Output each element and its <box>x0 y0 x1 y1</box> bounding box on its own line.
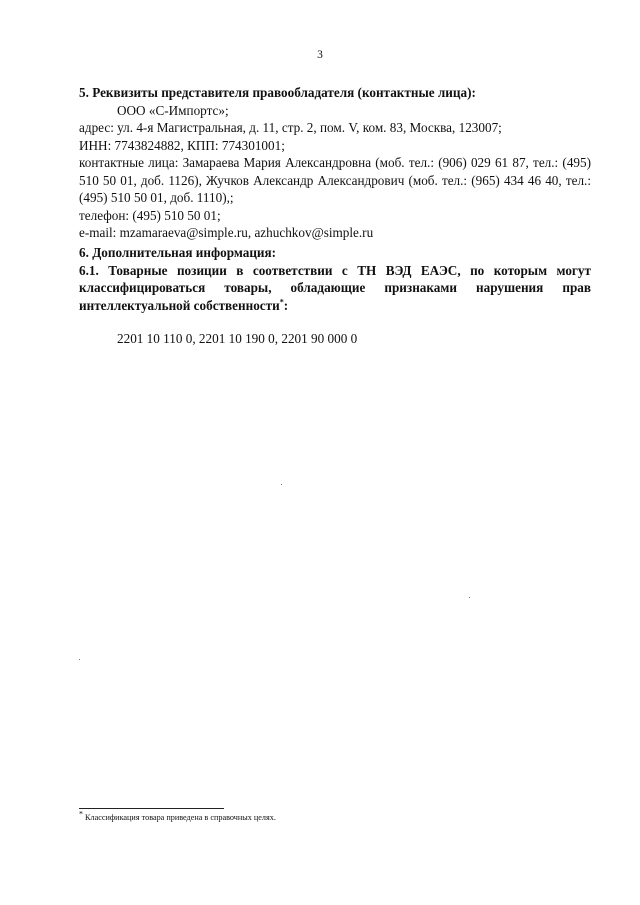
email-line: e-mail: mzamaraeva@simple.ru, azhuchkov@simple.ru <box>79 225 374 240</box>
scan-speck <box>281 484 282 485</box>
footnote <box>79 809 276 823</box>
address-line: адрес: ул. 4-я Магистральная, д. 11, стр. 2, пом. V, ком. 83, Москва, 123007; <box>79 120 502 135</box>
section-5-heading: 5. Реквизиты представителя правообладателя (контактные лица): <box>79 85 476 100</box>
footnote-reference: * <box>279 297 284 307</box>
section-6-1-colon: : <box>283 297 289 313</box>
company-name: ООО «С-Импортс»; <box>117 102 229 118</box>
contact-persons: контактные лица: Замараева Мария Александровна (моб. тел.: (906) 029 61 87, тел.: (495) 510 50 01, доб. 1126), Жучков Александр Александрович (моб. тел.: (965) 434 46 40, тел.: (495) 510 50 01, доб. 1110),; <box>79 155 591 205</box>
footnote-text: Классификация товара приведена в справочных целях. <box>85 813 276 822</box>
scan-speck <box>79 659 80 660</box>
footnote-mark: * <box>79 809 83 819</box>
section-5 <box>79 84 591 242</box>
inn-kpp-line: ИНН: 7743824882, КПП: 774301001; <box>79 137 285 153</box>
section-6-1-heading <box>79 262 591 315</box>
commodity-codes: 2201 10 110 0, 2201 10 190 0, 2201 90 000 0 <box>117 331 358 346</box>
section-6 <box>79 244 591 314</box>
page-number: 3 <box>317 49 323 61</box>
scan-speck <box>469 597 470 598</box>
phone-line: телефон: (495) 510 50 01; <box>79 207 221 223</box>
section-6-1-text: 6.1. Товарные позиции в соответствии с ТН ВЭД ЕАЭС, по которым могут классифицироваться товары, обладающие признаками нарушения прав интеллектуальной собственности <box>79 262 591 313</box>
section-6-heading: 6. Дополнительная информация: <box>79 245 277 260</box>
footnote-divider <box>79 808 224 809</box>
